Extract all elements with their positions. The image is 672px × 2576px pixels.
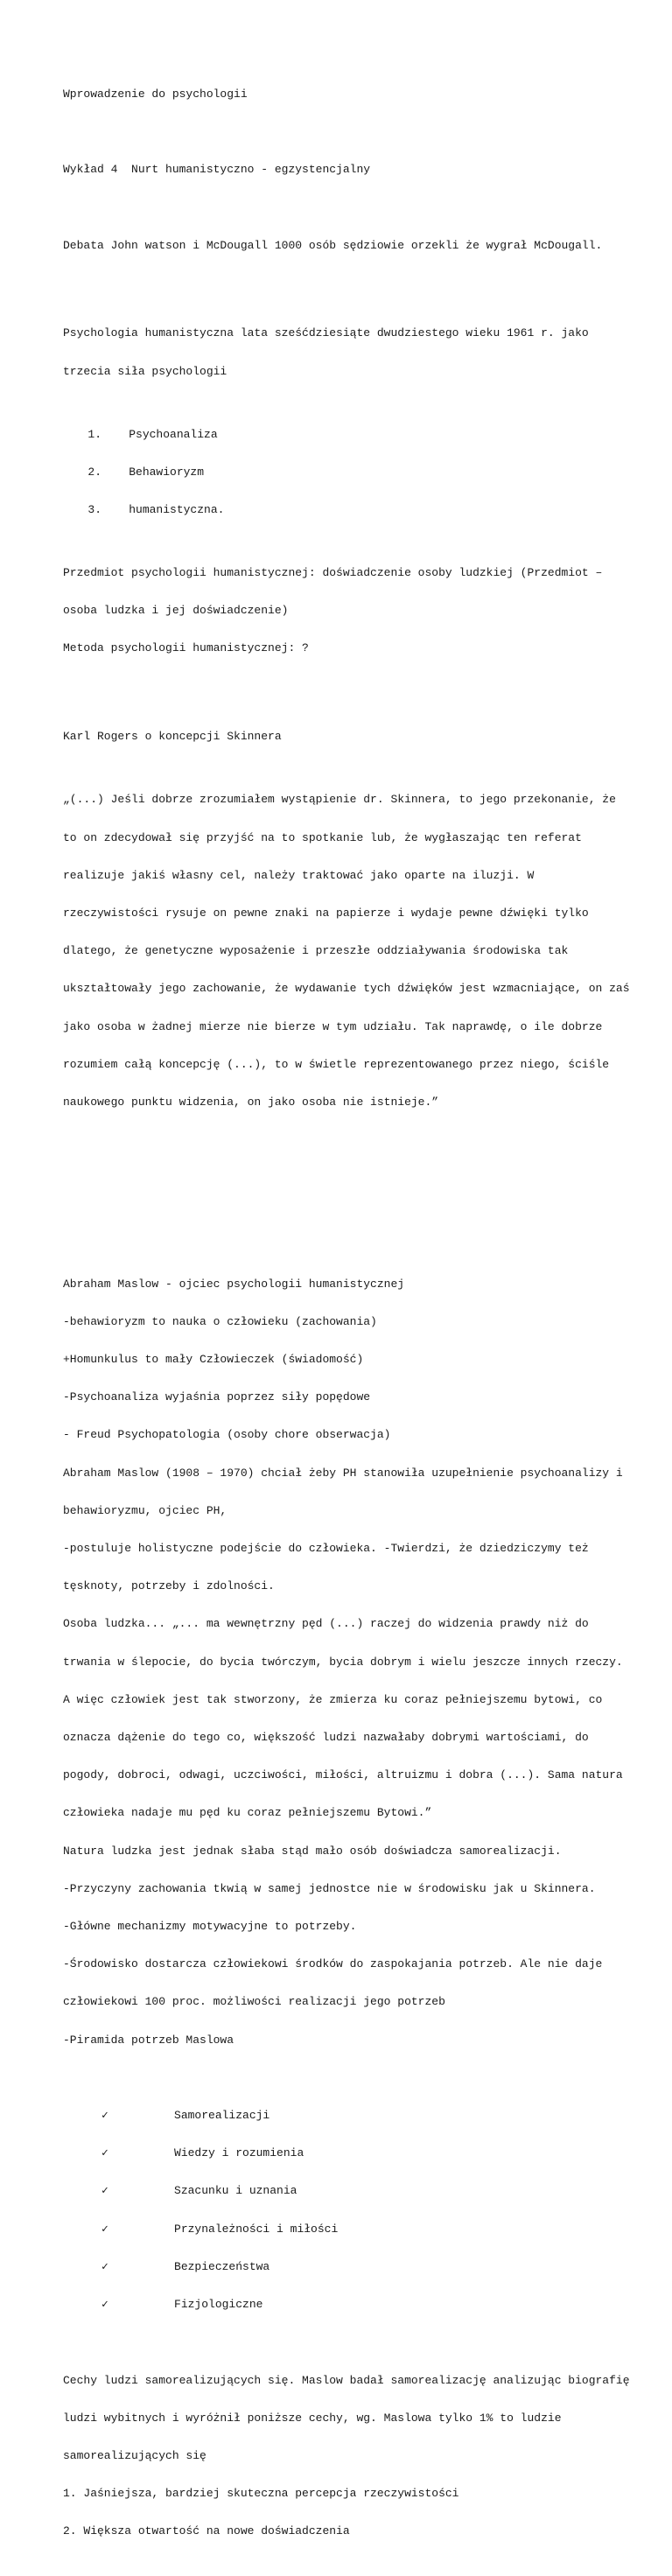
check-icon: ✓ xyxy=(102,2222,108,2236)
forces-list-item: 2. Behawioryzm xyxy=(88,465,205,479)
lecture-heading: Wykład 4 Nurt humanistyczno - egzystencjalny xyxy=(63,163,371,177)
text-line: człowieka nadaje mu pęd ku coraz pełniejszemu Bytowi.” xyxy=(63,1806,432,1820)
text-line: - Freud Psychopatologia (osoby chore obserwacja) xyxy=(63,1428,391,1442)
rogers-quote xyxy=(63,769,630,1135)
text-line: Abraham Maslow (1908 – 1970) chciał żeby PH stanowiła uzupełnienie psychoanalizy i xyxy=(63,1466,623,1480)
pyramid-item: ✓ Wiedzy i rozumienia xyxy=(63,2147,606,2160)
list-item: 1. Jaśniejsza, bardziej skuteczna percepcja rzeczywistości xyxy=(63,2487,459,2501)
pyramid-list xyxy=(63,2084,606,2336)
humanistic-intro-2: trzecia siła psychologii xyxy=(63,364,228,378)
quote-line: realizuje jakiś własny cel, należy traktować jako oparte na iluzji. W xyxy=(63,868,535,882)
quote-line: rzeczywistości rysuje on pewne znaki na papierze i wydaje pewne dźwięki tylko xyxy=(63,906,589,920)
check-icon: ✓ xyxy=(102,2109,108,2123)
subject-line-1: Przedmiot psychologii humanistycznej: doświadczenie osoby ludzkiej (Przedmiot – xyxy=(63,566,603,580)
text-line: -Główne mechanizmy motywacyjne to potrzeby. xyxy=(63,1920,357,1934)
pyramid-item: ✓ Przynależności i miłości xyxy=(63,2223,606,2236)
quote-line: to on zdecydował się przyjść na to spotkanie lub, że wygłaszając ten referat xyxy=(63,830,582,844)
check-icon: ✓ xyxy=(102,2184,108,2198)
humanistic-intro-1: Psychologia humanistyczna lata sześćdziesiąte dwudziestego wieku 1961 r. jako xyxy=(63,326,589,340)
forces-list-item: 3. humanistyczna. xyxy=(88,503,225,517)
text-line: oznacza dążenie do tego co, większość ludzi nazwałaby dobrymi wartościami, do xyxy=(63,1731,589,1745)
forces-list-item: 1. Psychoanaliza xyxy=(88,427,218,441)
maslow-section xyxy=(63,1253,630,2564)
text-line: tęsknoty, potrzeby i zdolności. xyxy=(63,1579,275,1593)
quote-line: dlatego, że genetyczne wyposażenie i przeszłe oddziaływania środowiska tak xyxy=(63,944,569,958)
text-line: -Środowisko dostarcza człowiekowi środków do zaspokajania potrzeb. Ale nie daje xyxy=(63,1957,603,1971)
pyramid-item: ✓ Fizjologiczne xyxy=(63,2299,606,2311)
maslow-heading: Abraham Maslow - ojciec psychologii humanistycznej xyxy=(63,1277,405,1291)
text-line: pogody, dobroci, odwagi, uczciwości, miłości, altruizmu i dobra (...). Sama natura xyxy=(63,1768,623,1782)
pyramid-item: ✓ Bezpieczeństwa xyxy=(63,2261,606,2273)
quote-line: jako osoba w żadnej mierze nie bierze w tym udziału. Tak naprawdę, o ile dobrze xyxy=(63,1019,603,1033)
text-line: -Przyczyny zachowania tkwią w samej jednostce nie w środowisku jak u Skinnera. xyxy=(63,1881,596,1895)
text-line: Cechy ludzi samorealizujących się. Maslow badał samorealizację analizując biografię xyxy=(63,2373,630,2387)
text-line: Natura ludzka jest jednak słaba stąd mało osób doświadcza samorealizacji. xyxy=(63,1844,562,1858)
check-icon: ✓ xyxy=(102,2146,108,2160)
text-line: samorealizujących się xyxy=(63,2448,206,2462)
document-title: Wprowadzenie do psychologii xyxy=(63,87,248,101)
text-line: A więc człowiek jest tak stworzony, że zmierza ku coraz pełniejszemu bytowi, co xyxy=(63,1692,603,1706)
quote-line: „(...) Jeśli dobrze zrozumiałem wystąpienie dr. Skinnera, to jego przekonanie, że xyxy=(63,793,616,807)
list-item: 2. Większa otwartość na nowe doświadczenia xyxy=(63,2524,350,2538)
rogers-heading: Karl Rogers o koncepcji Skinnera xyxy=(63,730,282,744)
text-line: +Homunkulus to mały Człowieczek (świadomość) xyxy=(63,1353,364,1366)
forces-list xyxy=(63,403,606,542)
method-line: Metoda psychologii humanistycznej: ? xyxy=(63,641,309,655)
text-line: ludzi wybitnych i wyróżnił poniższe cechy, wg. Maslowa tylko 1% to ludzie xyxy=(63,2411,562,2425)
check-icon: ✓ xyxy=(102,2298,108,2312)
text-line: Osoba ludzka... „... ma wewnętrzny pęd (...) raczej do widzenia prawdy niż do xyxy=(63,1617,589,1631)
text-line: -postuluje holistyczne podejście do człowieka. -Twierdzi, że dziedziczymy też xyxy=(63,1542,589,1556)
quote-line: naukowego punktu widzenia, on jako osoba nie istnieje.” xyxy=(63,1095,439,1109)
text-line: -Psychoanaliza wyjaśnia poprzez siły popędowe xyxy=(63,1390,371,1404)
quote-line: ukształtowały jego zachowanie, że wydawanie tych dźwięków jest wzmacniające, on zaś xyxy=(63,982,630,996)
quote-line: rozumiem całą koncepcję (...), to w świetle reprezentowanego przez niego, ściśle xyxy=(63,1057,610,1071)
subject-line-2: osoba ludzka i jej doświadczenie) xyxy=(63,604,289,618)
check-icon: ✓ xyxy=(102,2259,108,2273)
text-line: behawioryzmu, ojciec PH, xyxy=(63,1503,228,1517)
pyramid-heading: -Piramida potrzeb Maslowa xyxy=(63,2033,234,2047)
debate-line: Debata John watson i McDougall 1000 osób sędziowie orzekli że wygrał McDougall. xyxy=(63,238,603,252)
text-line: trwania w ślepocie, do bycia twórczym, bycia dobrym i wielu jeszcze innych rzeczy. xyxy=(63,1655,623,1669)
text-line: człowiekowi 100 proc. możliwości realizacji jego potrzeb xyxy=(63,1995,445,2009)
pyramid-item: ✓ Samorealizacji xyxy=(63,2110,606,2122)
pyramid-item: ✓ Szacunku i uznania xyxy=(63,2185,606,2197)
text-line: -behawioryzm to nauka o człowieku (zachowania) xyxy=(63,1314,377,1328)
document-page xyxy=(63,63,630,2576)
